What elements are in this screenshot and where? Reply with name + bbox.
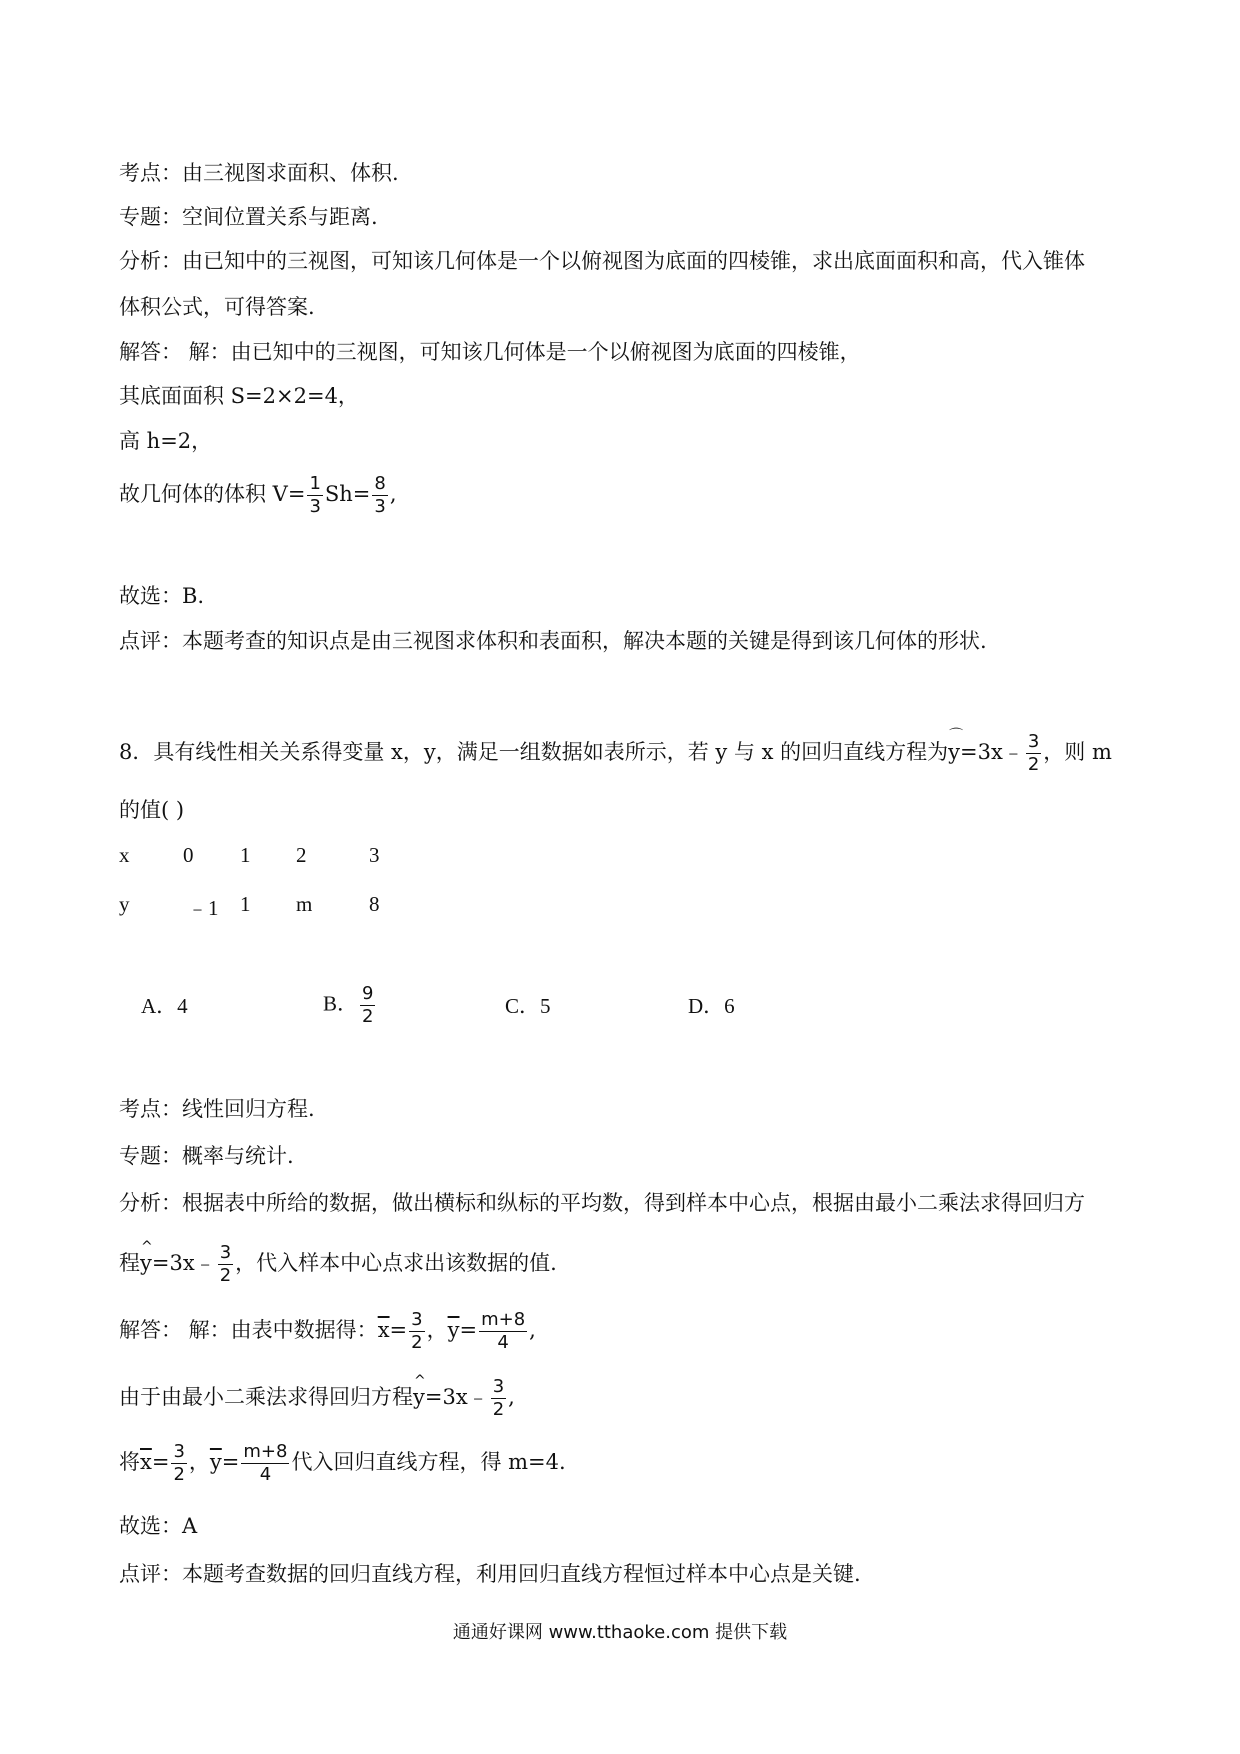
- regression-eq: =3x﹣: [424, 1385, 489, 1409]
- kaodian-8: 考点：线性回归方程.: [119, 1097, 315, 1121]
- y-hat-var: y: [413, 1385, 425, 1409]
- table-cell: 1: [240, 892, 251, 916]
- option-b[interactable]: [323, 985, 377, 1026]
- volume-prefix: 故几何体的体积 V=: [119, 482, 306, 506]
- option-c[interactable]: C．5: [505, 994, 551, 1018]
- fraction-denominator: 3: [374, 496, 386, 517]
- fraction-denominator: 2: [411, 1332, 423, 1353]
- fraction-numerator: 3: [1027, 731, 1040, 752]
- question8-stem-text: 8．具有线性相关关系得变量 x，y，满足一组数据如表所示，若 y 与 x 的回归直线方程为: [119, 740, 949, 764]
- fraction-numerator: 8: [374, 473, 386, 494]
- hat-icon: ^: [414, 1373, 426, 1389]
- jieda-7-line1: 解答： 解：由已知中的三视图，可知该几何体是一个以俯视图为底面的四棱锥，: [119, 340, 861, 364]
- option-d[interactable]: D．6: [688, 994, 735, 1018]
- zhuanti-8: 专题：概率与统计.: [119, 1144, 294, 1168]
- answer-options: [0, 985, 1240, 1045]
- fraction-one-third: [307, 475, 322, 516]
- option-a[interactable]: A．4: [141, 994, 188, 1018]
- option-b-label: B．: [323, 991, 359, 1016]
- separator: ，: [426, 1318, 448, 1342]
- y-hat: [140, 1239, 153, 1276]
- fraction-m-plus-8-over-4: [479, 1311, 527, 1352]
- question8-stem-line2: 的值( ): [119, 798, 185, 822]
- fraction-three-halves: [1026, 733, 1041, 774]
- table-cell: 1: [240, 843, 251, 867]
- fraction-denominator: 2: [173, 1464, 185, 1485]
- y-hat-var: y: [948, 740, 961, 764]
- fraction-three-halves: [218, 1244, 233, 1285]
- jieda-8-prefix: 解答： 解：由表中数据得：: [119, 1318, 378, 1342]
- regression-eq: =3x﹣: [151, 1251, 216, 1275]
- volume-mid: Sh=: [324, 482, 371, 506]
- fraction-three-halves: [491, 1378, 506, 1419]
- table-cell: y: [119, 892, 130, 916]
- jieda-8-line3: [119, 1443, 566, 1484]
- fraction-numerator: 3: [219, 1242, 232, 1263]
- equals-sign: =: [389, 1318, 408, 1342]
- fraction-eight-thirds: [372, 475, 387, 516]
- y-hat: [413, 1373, 426, 1410]
- zhuanti-7: 专题：空间位置关系与距离.: [119, 205, 378, 229]
- fraction-m-plus-8-over-4: [241, 1443, 289, 1484]
- dianping-7: 点评：本题考查的知识点是由三视图求体积和表面积，解决本题的关键是得到该几何体的形状.: [119, 629, 987, 653]
- fraction-numerator: 3: [411, 1309, 423, 1330]
- jieda-8-end: ,: [529, 1318, 536, 1342]
- fraction-numerator: m+8: [243, 1441, 288, 1462]
- fraction-denominator: 4: [259, 1464, 272, 1485]
- fraction-numerator: 1: [309, 473, 321, 494]
- jieda-7-line2: 其底面面积 S=2×2=4，: [119, 384, 359, 408]
- fraction-numerator: 9: [362, 983, 374, 1004]
- equals-sign: =: [221, 1450, 240, 1474]
- dianping-8: 点评：本题考查数据的回归直线方程，利用回归直线方程恒过样本中心点是关键.: [119, 1562, 861, 1586]
- fenxi-8-line2: [119, 1239, 557, 1286]
- fraction-denominator: 2: [1027, 754, 1040, 775]
- fraction-denominator: 2: [219, 1265, 232, 1286]
- fenxi-7-line1: 分析：由已知中的三视图，可知该几何体是一个以俯视图为底面的四棱锥，求出底面面积和高，代入锥体: [119, 249, 1085, 273]
- question8-equation: =3x﹣: [960, 740, 1024, 764]
- separator: ，: [188, 1450, 210, 1474]
- fraction-three-halves: [409, 1311, 424, 1352]
- table-cell: 0: [183, 843, 194, 867]
- fraction-three-halves: [171, 1443, 186, 1484]
- x-bar: $\overline{x}$: [377, 1318, 390, 1342]
- kaodian-7: 考点：由三视图求面积、体积.: [119, 161, 399, 185]
- table-cell: m: [296, 892, 313, 916]
- table-cell: 8: [369, 892, 380, 916]
- question8-stem-line1: [119, 728, 1112, 775]
- fraction-numerator: 3: [492, 1376, 505, 1397]
- jieda-8-line2-end: ,: [508, 1385, 515, 1409]
- guxuan-8: 故选：A: [119, 1514, 198, 1538]
- y-bar: $\overline{y}$: [447, 1318, 460, 1342]
- fraction-nine-halves: [360, 985, 375, 1026]
- y-bar: $\overline{y}$: [209, 1450, 222, 1474]
- guxuan-7: 故选：B.: [119, 584, 205, 608]
- question8-stem-end: ，则 m: [1043, 740, 1112, 764]
- jieda-8-line3-suffix: 代入回归直线方程，得 m=4.: [291, 1450, 566, 1474]
- table-cell: 2: [296, 843, 307, 867]
- fenxi-8-suffix: ，代入样本中心点求出该数据的值.: [235, 1251, 557, 1275]
- volume-suffix: ,: [389, 482, 397, 506]
- y-hat-var: y: [140, 1251, 152, 1275]
- jieda-8-line1: [119, 1311, 536, 1352]
- jieda-8-line2-text: 由于由最小二乘法求得回归方程: [119, 1385, 413, 1409]
- jieda-8-line3-prefix: 将: [119, 1450, 140, 1474]
- fenxi-8-line1: 分析：根据表中所给的数据，做出横标和纵标的平均数，得到样本中心点，根据由最小二乘法求得回归方: [119, 1191, 1085, 1215]
- volume-formula: [119, 475, 397, 516]
- hat-icon: ⌒: [949, 728, 964, 744]
- jieda-7-line3: 高 h=2，: [119, 429, 213, 453]
- fraction-numerator: 3: [173, 1441, 185, 1462]
- x-bar: $\overline{x}$: [140, 1450, 152, 1474]
- y-hat: [948, 728, 964, 765]
- fenxi-8-prefix: 程: [119, 1251, 140, 1275]
- table-cell: ﹣1: [187, 896, 219, 920]
- fenxi-7-line2: 体积公式，可得答案.: [119, 295, 315, 319]
- footer-source: 通通好课网 www.tthaoke.com 提供下载: [452, 1622, 788, 1643]
- equals-sign: =: [459, 1318, 478, 1342]
- hat-icon: ^: [141, 1239, 153, 1255]
- jieda-8-line2: [119, 1373, 515, 1420]
- fraction-denominator: 3: [309, 496, 321, 517]
- fraction-denominator: 2: [362, 1006, 374, 1027]
- fraction-denominator: 4: [497, 1332, 509, 1353]
- table-cell: x: [119, 843, 130, 867]
- fraction-numerator: m+8: [481, 1309, 526, 1330]
- equals-sign: =: [151, 1450, 170, 1474]
- fraction-denominator: 2: [492, 1399, 505, 1420]
- table-cell: 3: [369, 843, 380, 867]
